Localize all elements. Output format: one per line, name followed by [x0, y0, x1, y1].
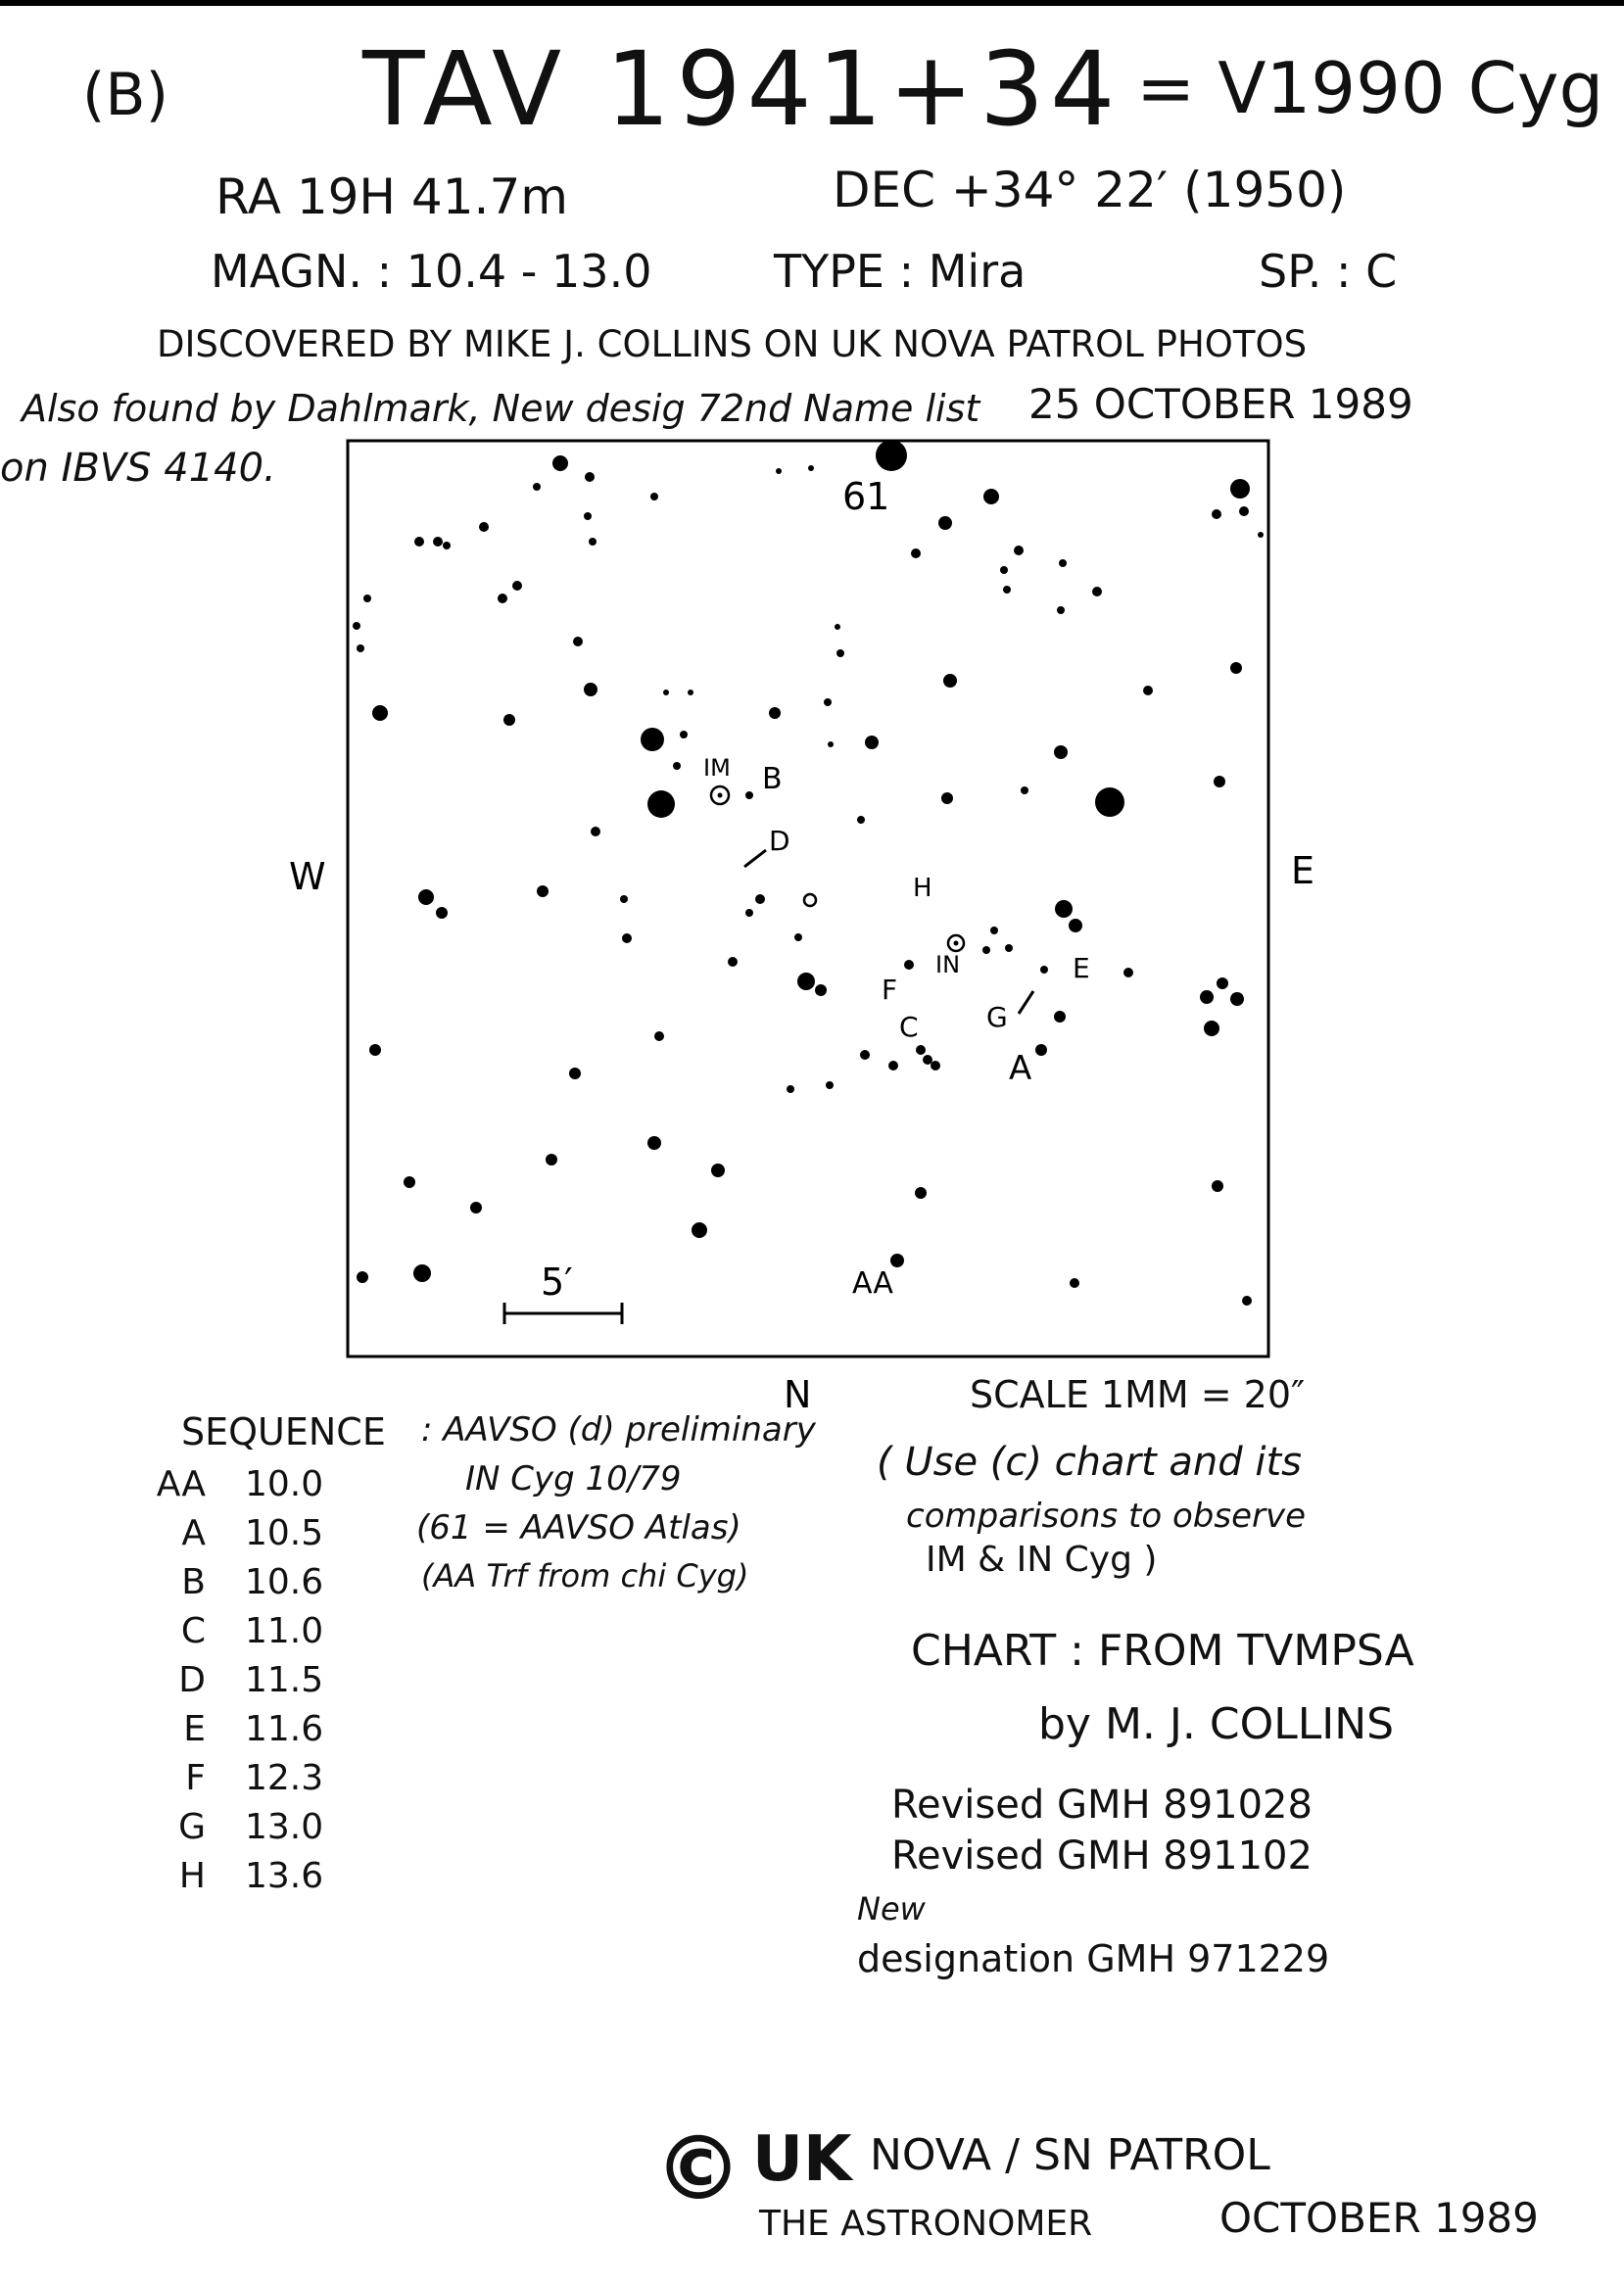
star [413, 1264, 431, 1282]
chart-source: CHART : FROM TVMPSA [911, 1626, 1414, 1676]
star [911, 548, 921, 558]
star [1000, 566, 1008, 574]
star [654, 1031, 664, 1041]
sequence-row [147, 1856, 323, 1905]
star [943, 674, 957, 688]
star [1123, 968, 1133, 977]
star-label-a: A [1009, 1049, 1032, 1088]
star [824, 698, 832, 706]
star [769, 707, 781, 719]
star [794, 933, 802, 941]
sequence-table [147, 1464, 323, 1905]
star [745, 791, 753, 799]
sequence-source: : AAVSO (d) preliminary [421, 1410, 816, 1450]
star [647, 790, 675, 818]
scale-bar [504, 1303, 622, 1324]
sequence-row [147, 1807, 323, 1856]
star [641, 728, 664, 751]
spectral-class: SP. : C [1259, 245, 1398, 298]
chart-title: TAV 1941+34 [362, 29, 1122, 149]
seq-id: AA [156, 1464, 206, 1504]
star [1040, 966, 1048, 974]
direction-east: E [1291, 849, 1315, 892]
seq-mag: 10.5 [245, 1513, 324, 1553]
star [938, 516, 952, 530]
sequence-note-61: (61 = AAVSO Atlas) [416, 1508, 741, 1547]
star [372, 705, 388, 721]
star [647, 1136, 661, 1150]
star-label-in: IN [935, 951, 961, 978]
star-label-61: 61 [842, 475, 890, 518]
usage-note-line-1: ( Use (c) chart and its [877, 1440, 1302, 1485]
star [533, 483, 541, 491]
scale-bar-label: 5′ [541, 1261, 573, 1304]
panel-label: (B) [82, 61, 168, 129]
star [983, 489, 999, 504]
star [1230, 662, 1242, 674]
star [404, 1176, 415, 1188]
star [680, 731, 688, 738]
star [1214, 776, 1225, 787]
sequence-row [147, 1464, 323, 1513]
seq-id: H [178, 1856, 206, 1896]
pointer-d [744, 850, 766, 867]
star-label-h: H [913, 874, 932, 903]
footer-publication: THE ASTRONOMER [759, 2204, 1093, 2244]
star [537, 885, 549, 897]
star [776, 468, 782, 474]
star [1239, 506, 1249, 516]
star [1230, 992, 1244, 1006]
star [728, 957, 738, 967]
seq-mag: 10.0 [245, 1464, 324, 1504]
star [876, 440, 907, 471]
star [591, 827, 600, 836]
star [436, 907, 448, 919]
star [1055, 900, 1073, 918]
star [1143, 686, 1153, 695]
star [836, 649, 844, 657]
direction-north: N [784, 1373, 812, 1416]
star [1057, 606, 1065, 614]
star [1069, 919, 1082, 932]
seq-id: E [183, 1709, 206, 1749]
star [1059, 559, 1067, 567]
star [546, 1154, 557, 1166]
sequence-row [147, 1611, 323, 1660]
usage-note-line-3: IM & IN Cyg ) [926, 1540, 1158, 1580]
pointer-g [1019, 991, 1033, 1014]
star [369, 1044, 381, 1056]
seq-id: B [181, 1562, 206, 1602]
star [931, 1061, 940, 1071]
star [353, 622, 360, 630]
seq-id: A [181, 1513, 206, 1553]
star [357, 1271, 368, 1283]
star [585, 472, 595, 482]
star [1258, 532, 1264, 538]
star [1005, 944, 1013, 952]
star [835, 624, 840, 630]
star [787, 1085, 794, 1093]
star [470, 1202, 482, 1213]
ibvs-reference: on IBVS 4140. [0, 446, 276, 491]
copyright-icon: © [654, 2117, 742, 2220]
star-label-c: C [899, 1011, 919, 1043]
star [1095, 787, 1124, 817]
discovery-line: DISCOVERED BY MIKE J. COLLINS ON UK NOVA PATROL PHOTOS [157, 323, 1308, 365]
seq-id: C [180, 1611, 206, 1651]
star [443, 542, 451, 549]
star [808, 465, 814, 471]
star [815, 984, 827, 996]
revision-2: Revised GMH 891102 [891, 1833, 1313, 1879]
sequence-row [147, 1562, 323, 1611]
seq-mag: 11.5 [245, 1660, 324, 1700]
star [414, 537, 424, 547]
star [711, 1164, 725, 1177]
star [512, 581, 522, 591]
star [1217, 977, 1228, 989]
star [663, 690, 669, 695]
star [990, 927, 998, 934]
star [1212, 509, 1221, 519]
star [904, 960, 914, 970]
star [865, 736, 879, 749]
new-designation-label: New [857, 1890, 926, 1927]
star [498, 594, 507, 603]
star-label-im: IM [703, 754, 731, 782]
sequence-row [147, 1513, 323, 1562]
star-field [353, 440, 1264, 1306]
discovery-date: 25 OCTOBER 1989 [1028, 380, 1413, 428]
footer-org: NOVA / SN PATROL [870, 2130, 1270, 2180]
star [915, 1187, 927, 1199]
star-label-e: E [1073, 952, 1090, 984]
star [1035, 1044, 1047, 1056]
magnitude-range: MAGN. : 10.4 - 13.0 [211, 245, 652, 298]
star [692, 1222, 707, 1238]
star [1242, 1296, 1252, 1306]
footer-org-uk: UK [752, 2123, 852, 2196]
chart-scale: SCALE 1MM = 20″ [970, 1373, 1306, 1416]
star [688, 690, 693, 695]
star [584, 512, 592, 520]
star [1092, 587, 1102, 596]
seq-id: D [178, 1660, 206, 1700]
open-circle-star [804, 894, 816, 906]
star [860, 1050, 870, 1060]
star [622, 933, 632, 943]
new-designation: designation GMH 971229 [857, 1937, 1330, 1980]
star-label-b: B [762, 762, 783, 796]
sequence-row [147, 1709, 323, 1758]
usage-note-line-2: comparisons to observe [906, 1497, 1307, 1536]
star [1204, 1021, 1219, 1036]
sequence-note-aa: (AA Trf from chi Cyg) [421, 1557, 749, 1594]
star [826, 1081, 834, 1089]
star [1070, 1278, 1079, 1288]
star [650, 493, 658, 500]
star [673, 762, 681, 770]
variable-designation: = V1990 Cyg [1136, 47, 1604, 129]
star [584, 683, 597, 696]
declination: DEC +34° 22′ (1950) [833, 162, 1347, 218]
variable-type: TYPE : Mira [774, 245, 1027, 298]
star [755, 894, 765, 904]
right-ascension: RA 19H 41.7m [215, 168, 568, 225]
footer-date: OCTOBER 1989 [1219, 2194, 1539, 2242]
star-label-g: G [986, 1001, 1008, 1033]
also-found-note: Also found by Dahlmark, New desig 72nd Name list [22, 387, 980, 430]
seq-id: F [185, 1758, 206, 1798]
sequence-heading: SEQUENCE [181, 1410, 386, 1453]
star [745, 909, 753, 917]
star [1230, 479, 1250, 499]
seq-mag: 11.0 [245, 1611, 324, 1651]
star [888, 1061, 898, 1071]
sequence-row [147, 1660, 323, 1709]
star [1014, 546, 1024, 555]
star [589, 538, 597, 546]
star [479, 522, 489, 532]
seq-mag: 12.3 [245, 1758, 324, 1798]
sequence-row [147, 1758, 323, 1807]
seq-mag: 13.0 [245, 1807, 324, 1847]
star [1021, 786, 1028, 794]
star [620, 895, 628, 903]
chart-author: by M. J. COLLINS [1038, 1699, 1395, 1749]
star [1054, 745, 1068, 759]
star [503, 714, 515, 726]
star [418, 889, 434, 905]
star [552, 455, 568, 471]
star [982, 946, 990, 954]
star [890, 1254, 904, 1267]
star [363, 595, 371, 602]
star [857, 816, 865, 824]
seq-mag: 10.6 [245, 1562, 324, 1602]
chart-frame [348, 441, 1268, 1356]
star-label-d: D [769, 825, 790, 857]
seq-id: G [178, 1807, 206, 1847]
star [569, 1068, 581, 1079]
seq-mag: 13.6 [245, 1856, 324, 1896]
star [797, 973, 815, 990]
star [357, 644, 364, 652]
star [1200, 990, 1214, 1004]
star [916, 1045, 926, 1055]
sequence-source-star: IN Cyg 10/79 [465, 1459, 682, 1499]
star [1003, 586, 1011, 594]
revision-1: Revised GMH 891028 [891, 1783, 1313, 1828]
direction-west: W [289, 855, 326, 898]
star [1054, 1011, 1066, 1023]
star [1212, 1180, 1223, 1192]
star [573, 637, 583, 646]
star [941, 792, 953, 804]
star-label-f: F [882, 974, 898, 1006]
star [923, 1055, 932, 1065]
star [433, 537, 443, 547]
star [828, 741, 834, 747]
seq-mag: 11.6 [245, 1709, 324, 1749]
star-label-aa: AA [852, 1266, 893, 1301]
